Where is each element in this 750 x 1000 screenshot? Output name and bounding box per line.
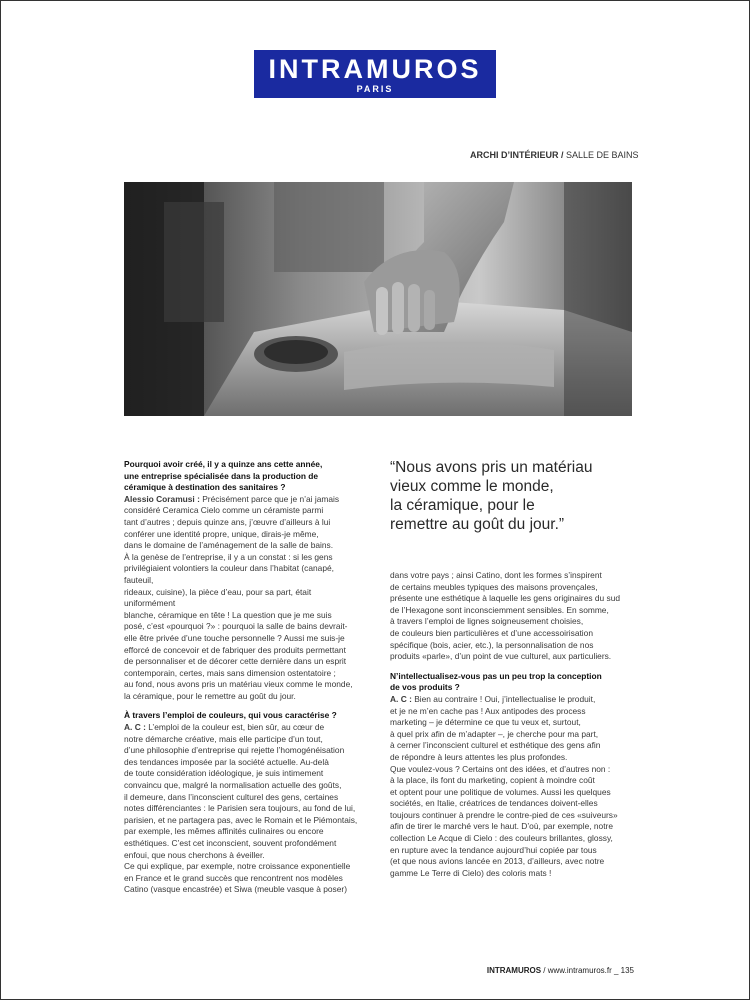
section-sub: SALLE DE BAINS <box>563 150 639 160</box>
answer-2-line: Ce qui explique, par exemple, notre croissance exponentielle <box>124 861 351 872</box>
answer-1-line: considéré Ceramica Cielo comme un céramiste parmi <box>124 505 324 516</box>
answer-2-line: notes différenciantes : le Parisien sera toujours, au fond de lui, <box>124 803 356 814</box>
continued-line: dans votre pays ; ainsi Catino, dont les formes s’inspirent <box>390 570 602 580</box>
answer-1-line: posé, c’est «pourquoi ?» : pourquoi la salle de bains devrait- <box>124 621 348 632</box>
answer-2-line: des tendances imposée par la société actuelle. Au-delà <box>124 756 329 767</box>
answer-2-first-line <box>124 722 364 734</box>
pull-quote-line: la céramique, pour le <box>390 497 535 514</box>
answer-1-line: conférer une identité propre, unique, dirais-je même, <box>124 528 319 539</box>
answer-2-line: notre démarche créative, mais elle participe d’un tout, <box>124 733 323 744</box>
continued-line: présente une esthétique à laquelle les gens originaires du sud <box>390 593 621 604</box>
answer-2-line: enfoui, que nous cherchons à éveiller. <box>124 849 265 860</box>
answer-3-line: (et que nous avions lancée en 2013, d’ailleurs, avec notre <box>390 856 605 867</box>
answer-3-line: et je ne m’en cache pas ! Aux antipodes des process <box>390 705 586 716</box>
speaker-name: A. C : <box>390 693 412 704</box>
speaker-name: Alessio Coramusi : <box>124 493 200 504</box>
answer-3-line: afin de tirer le marché vers le haut. D’où, par exemple, notre <box>390 821 613 832</box>
answer-2-line: convaincu que, malgré la normalisation actuelle des goûts, <box>124 780 342 791</box>
answer-1-line: la céramique, pour le remettre au goût du jour. <box>124 690 296 701</box>
answer-1-line: blanche, céramique en tête ! La question que je me suis <box>124 609 332 620</box>
answer-1-text: Précisément parce que je n’ai jamais <box>199 493 340 504</box>
question-1: Pourquoi avoir créé, il y a quinze ans cette année, <box>124 459 323 469</box>
answer-1-line: elle être privée d’une touche personnelle ? Aussi me suis-je <box>124 632 345 643</box>
continued-line: spécifique (bois, acier, etc.), la personnalisation de nos <box>390 639 594 650</box>
question-3-line: de vos produits ? <box>390 682 460 693</box>
answer-2-line: parisien, et ne partagera pas, avec le Romain et le Piémontais, <box>124 814 358 825</box>
answer-3-line: sociétés, en Italie, créatrices de tendances doivent-elles <box>390 798 598 809</box>
answer-3-line: à quel prix afin de m’adapter –, je cherche pour ma part, <box>390 728 599 739</box>
answer-3-first-line <box>390 694 636 706</box>
article-column-left <box>124 459 364 896</box>
answer-1-line: À la genèse de l’entreprise, il y a un constat : si les gens <box>124 551 333 562</box>
pull-quote-line: “Nous avons pris un matériau <box>390 459 593 476</box>
answer-1-line: rideaux, cuisine), la pièce d’eau, pour sa part, était uniformément <box>124 586 312 609</box>
article-column-right <box>390 570 636 879</box>
continued-line: de couleurs bien particulières et d’une accessoirisation <box>390 627 593 638</box>
answer-2-line: il demeure, dans l’inconscient culturel des gens, certaines <box>124 791 339 802</box>
logo-city: PARIS <box>356 84 394 94</box>
answer-1-line: contemporain, certes, mais sans dimension ostentatoire ; <box>124 667 336 678</box>
answer-2-line: d’une philosophie d’entreprise qui rejette l’homogénéisation <box>124 745 345 756</box>
ceramic-craftsman-photo <box>124 182 632 416</box>
continued-line: de l’Hexagone sont inconsciemment sensibles. En somme, <box>390 604 609 615</box>
answer-1-line: privilégiaient volontiers la couleur dans l’habitat (canapé, fauteuil, <box>124 563 334 585</box>
footer-brand: INTRAMUROS <box>486 966 542 975</box>
answer-3-line: en rupture avec la tendance aujourd’hui copiée par tous <box>390 844 597 855</box>
answer-2-text: L’emploi de la couleur est, bien sûr, au cœur de <box>145 722 325 733</box>
answer-2-line: en France et le grand succès que rencontrent nos modèles <box>124 872 343 883</box>
answer-2-line: de toute considération idéologique, je suis intimement <box>124 768 324 779</box>
question-3: N’intellectualisez-vous pas un peu trop la conception <box>390 670 602 681</box>
answer-3-line: Que voulez-vous ? Certains ont des idées, et d’autres non : <box>390 763 611 774</box>
article-photo <box>124 182 632 416</box>
question-1-line: une entreprise spécialisée dans la production de <box>124 470 319 481</box>
page-footer <box>487 966 634 975</box>
answer-3-line: toujours continuer à prendre le contre-pied de ces «suiveurs» <box>390 809 618 820</box>
pull-quote-line: vieux comme le monde, <box>390 478 554 495</box>
continued-line: produits «parle», d’un point de vue culturel, aux particuliers. <box>390 651 612 662</box>
answer-3-line: collection Le Acque di Cielo : des couleurs brillantes, glossy, <box>390 833 613 844</box>
answer-1-line: dans le domaine de l’aménagement de la salle de bains. <box>124 540 334 551</box>
pull-quote-line: remettre au goût du jour.” <box>390 516 565 533</box>
answer-1-line: tant d’autres ; depuis quinze ans, j’œuvre d’ailleurs à lui <box>124 516 331 527</box>
continued-line: de certains meubles typiques des maisons provençales, <box>390 581 598 592</box>
question-2: À travers l’emploi de couleurs, qui vous caractérise ? <box>124 710 337 721</box>
answer-2-line: par exemple, les mêmes affinités culinaires ou encore <box>124 826 324 837</box>
question-1-line: céramique à destination des sanitaires ? <box>124 482 286 493</box>
answer-3-line: marketing – je détermine ce que tu veux et, surtout, <box>390 717 581 728</box>
answer-3-line: gamme Le Terre di Cielo) des coloris mats ! <box>390 867 552 878</box>
answer-1-line: au fond, nous avons pris un matériau vieux comme le monde, <box>124 679 353 690</box>
answer-1-line: de personnaliser et de décorer cette dernière dans un esprit <box>124 656 347 667</box>
answer-3-line: et optent pour une politique de volumes. Aussi les quelques <box>390 786 611 797</box>
answer-3-text: Bien au contraire ! Oui, j’intellectualise le produit, <box>411 693 596 704</box>
section-header <box>470 150 639 160</box>
answer-1-line: efforcé de concevoir et de fabriquer des produits permettant <box>124 644 346 655</box>
continued-line: à travers l’emploi de lignes soigneusement choisies, <box>390 616 584 627</box>
logo-name: INTRAMUROS <box>268 54 482 84</box>
answer-3-line: à cerner l’inconscient culturel et esthétique des gens afin <box>390 740 601 751</box>
footer-url-page: / www.intramuros.fr _ 135 <box>541 966 634 975</box>
answer-3-line: de répondre à leurs attentes les plus profondes. <box>390 751 568 762</box>
magazine-logo <box>254 50 496 98</box>
answer-3-line: à la place, ils font du marketing, copient à moindre coût <box>390 775 595 786</box>
pull-quote <box>390 458 640 534</box>
speaker-name: A. C : <box>124 722 146 733</box>
answer-2-line: esthétiques. C’est cet inconscient, souvent profondément <box>124 838 337 848</box>
section-main: ARCHI D’INTÉRIEUR / <box>470 150 564 160</box>
answer-1-first-line <box>124 494 364 506</box>
answer-2-line: Catino (vasque encastrée) et Siwa (meuble vasque à poser) <box>124 884 347 895</box>
